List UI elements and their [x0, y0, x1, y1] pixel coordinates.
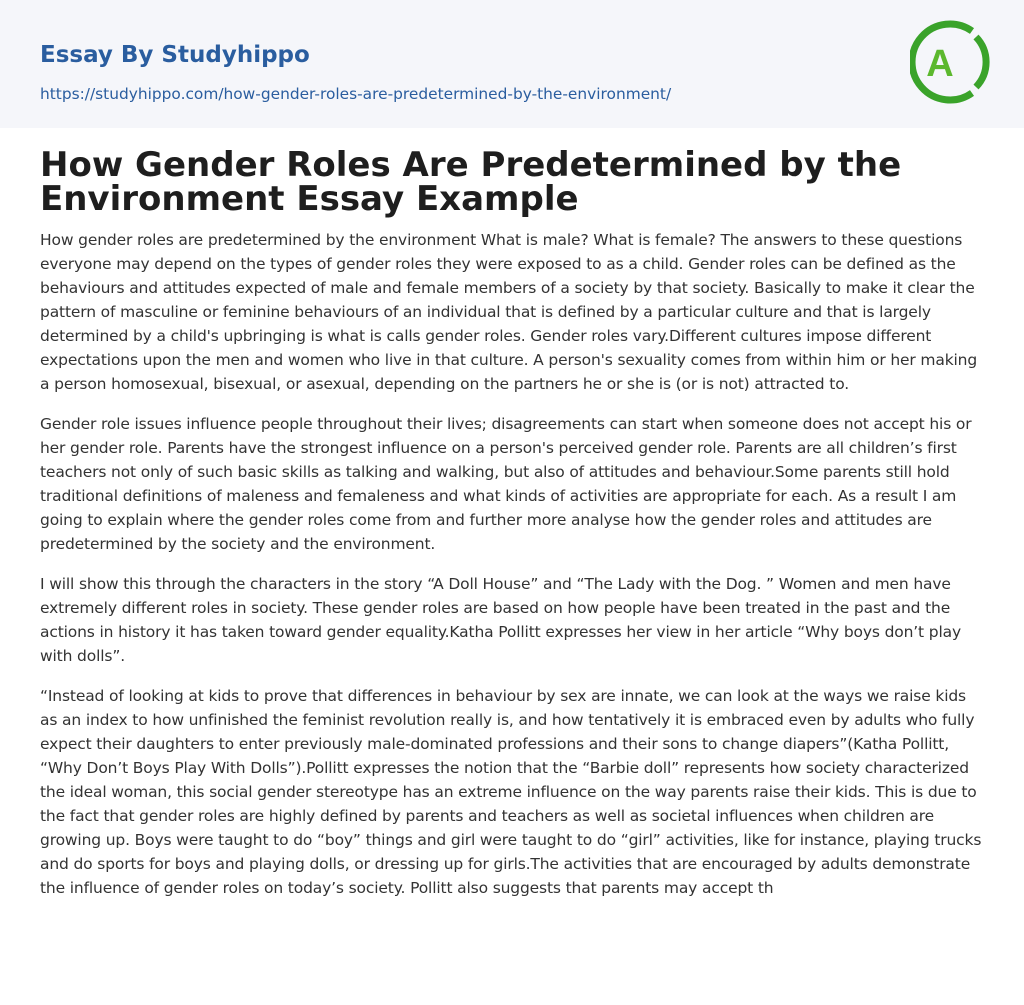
article-title: How Gender Roles Are Predetermined by the Environment Essay Example: [40, 145, 902, 219]
studyhippo-logo-icon[interactable]: [910, 17, 990, 107]
logo-letter: A: [926, 43, 954, 85]
article-paragraph: I will show this through the characters in the story “A Doll House” and “The Lady with the Dog. ” Women and men have extremely different roles in society. These gender roles are based on how people have been treated in the past and the actions in history it has taken toward gender equality.Katha Pollitt expresses her view in her article “Why boys don’t play with dolls”.: [40, 575, 961, 665]
page-url[interactable]: https://studyhippo.com/how-gender-roles-are-predetermined-by-the-environment/: [40, 85, 672, 103]
article-paragraph: “Instead of looking at kids to prove that differences in behaviour by sex are innate, we can look at the ways we raise kids as an index to how unfinished the feminist revolution really is, and how tentatively it is embraced even by adults who fully expect their daughters to enter previously male-dominated professions and their sons to change diapers”(Katha Pollitt, “Why Don’t Boys Play With Dolls”).Pollitt expresses the notion that the “Barbie doll” represents how society characterized the ideal woman, this social gender stereotype has an extreme influence on the way parents raise their kids. This is due to the fact that gender roles are highly defined by parents and teachers as well as societal influences when children are growing up. Boys were taught to do “boy” things and girl were taught to do “girl” activities, like for instance, playing trucks and do sports for boys and playing dolls, or dressing up for girls.The activities that are encouraged by adults demonstrate the influence of gender roles on today’s society. Pollitt also suggests that parents may accept th: [40, 687, 982, 897]
site-header: [0, 0, 1024, 128]
article-paragraph: How gender roles are predetermined by the environment What is male? What is female? The answers to these questions everyone may depend on the types of gender roles they were exposed to as a child. Gender roles can be defined as the behaviours and attitudes expected of male and female members of a society by that society. Basically to make it clear the pattern of masculine or feminine behaviours of an individual that is defined by a particular culture and that is largely determined by a child's upbringing is what is calls gender roles. Gender roles vary.Different cultures impose different expectations upon the men and women who live in that culture. A person's sexuality comes from within him or her making a person homosexual, bisexual, or asexual, depending on the partners he or she is (or is not) attracted to.: [40, 231, 978, 393]
article-paragraph: Gender role issues influence people throughout their lives; disagreements can start when someone does not accept his or her gender role. Parents have the strongest influence on a person's perceived gender role. Parents are all children’s first teachers not only of such basic skills as talking and walking, but also of attitudes and behaviour.Some parents still hold traditional definitions of maleness and femaleness and what kinds of activities are appropriate for each. As a result I am going to explain where the gender roles come from and further more analyse how the gender roles and attitudes are predetermined by the society and the environment.: [40, 415, 972, 553]
article-body: [40, 228, 988, 900]
site-brand[interactable]: Essay By Studyhippo: [40, 42, 310, 68]
article: [40, 145, 988, 916]
